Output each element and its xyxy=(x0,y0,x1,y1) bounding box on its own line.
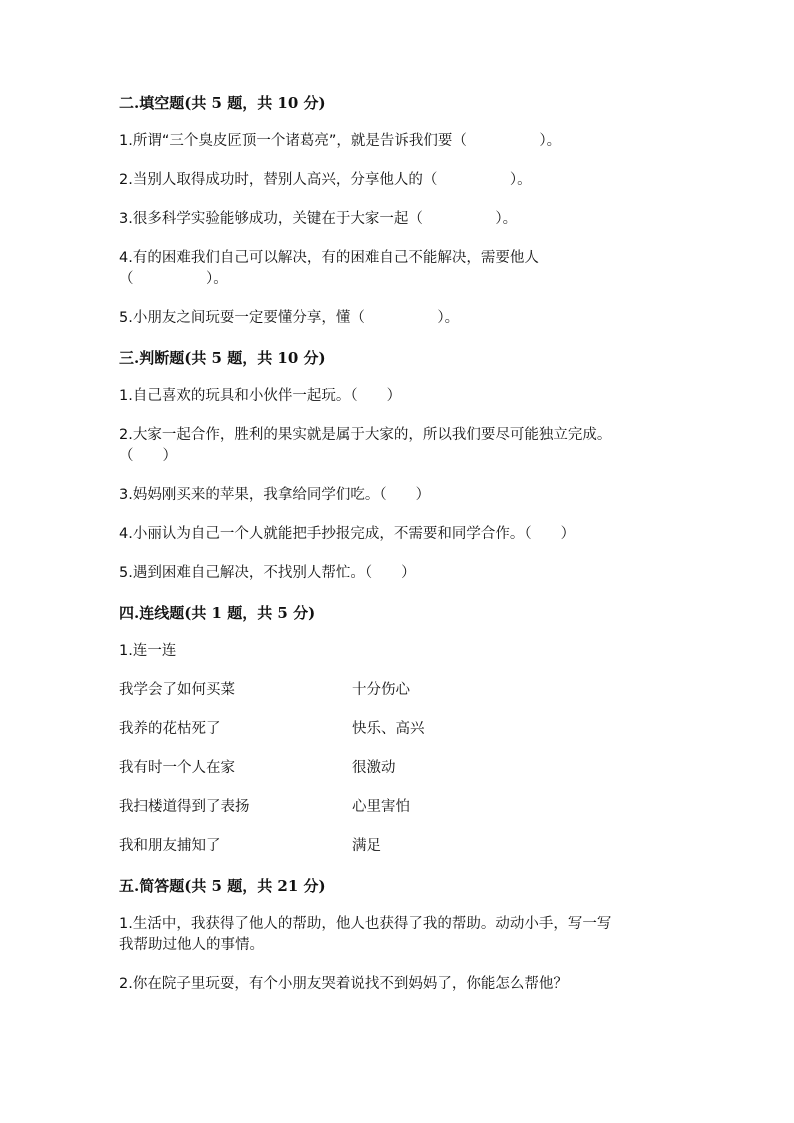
judge-question-2 xyxy=(119,425,699,467)
match-right-item: 很激动 xyxy=(352,760,396,776)
match-question-1: 1.连一连 xyxy=(119,643,177,659)
fill-question-4 xyxy=(119,248,699,290)
fill-question-4-line-2: （ ）。 xyxy=(119,271,228,287)
match-left-item: 我和朋友捕知了 xyxy=(119,838,221,854)
short-question-1 xyxy=(119,914,699,956)
fill-question-5: 5.小朋友之间玩耍一定要懂分享，懂（ ）。 xyxy=(119,310,460,326)
match-left-item: 我学会了如何买菜 xyxy=(119,682,235,698)
fill-question-3: 3.很多科学实验能够成功，关键在于大家一起（ ）。 xyxy=(119,211,518,227)
match-right-item: 心里害怕 xyxy=(352,799,410,815)
match-left-item: 我有时一个人在家 xyxy=(119,760,235,776)
judge-question-4: 4.小丽认为自己一个人就能把手抄报完成，不需要和同学合作。（ ） xyxy=(119,526,576,542)
match-pair-row xyxy=(119,797,699,818)
short-question-1-line-1: 1.生活中，我获得了他人的帮助，他人也获得了我的帮助。动动小手，写一写 xyxy=(119,916,612,932)
match-pair-row xyxy=(119,719,699,740)
exam-page xyxy=(119,92,699,995)
section-title-short-answer: 五.简答题(共 5 题，共 21 分) xyxy=(119,877,326,895)
match-pair-row xyxy=(119,758,699,779)
match-pair-row xyxy=(119,680,699,701)
match-left-item: 我养的花枯死了 xyxy=(119,721,221,737)
fill-question-1: 1.所谓“三个臭皮匠顶一个诸葛亮”，就是告诉我们要（ ）。 xyxy=(119,133,562,149)
short-question-2: 2.你在院子里玩耍，有个小朋友哭着说找不到妈妈了，你能怎么帮他？ xyxy=(119,976,568,992)
judge-question-2-line-1: 2.大家一起合作，胜利的果实就是属于大家的，所以我们要尽可能独立完成。 xyxy=(119,427,612,443)
judge-question-2-line-2: （ ） xyxy=(119,448,177,464)
match-right-item: 快乐、高兴 xyxy=(352,721,425,737)
match-right-item: 十分伤心 xyxy=(352,682,410,698)
short-question-1-line-2: 我帮助过他人的事情。 xyxy=(119,937,264,953)
fill-question-4-line-1: 4.有的困难我们自己可以解决，有的困难自己不能解决，需要他人 xyxy=(119,250,539,266)
match-right-item: 满足 xyxy=(352,838,381,854)
fill-question-2: 2.当别人取得成功时，替别人高兴，分享他人的（ ）。 xyxy=(119,172,532,188)
section-title-judge: 三.判断题(共 5 题，共 10 分) xyxy=(119,349,326,367)
section-title-fill-in: 二.填空题(共 5 题，共 10 分) xyxy=(119,94,326,112)
section-title-match: 四.连线题(共 1 题，共 5 分) xyxy=(119,604,316,622)
judge-question-1: 1.自己喜欢的玩具和小伙伴一起玩。（ ） xyxy=(119,388,402,404)
judge-question-5: 5.遇到困难自己解决，不找别人帮忙。（ ） xyxy=(119,565,416,581)
match-left-item: 我扫楼道得到了表扬 xyxy=(119,799,250,815)
match-pair-row xyxy=(119,836,699,857)
judge-question-3: 3.妈妈刚买来的苹果，我拿给同学们吃。（ ） xyxy=(119,487,431,503)
